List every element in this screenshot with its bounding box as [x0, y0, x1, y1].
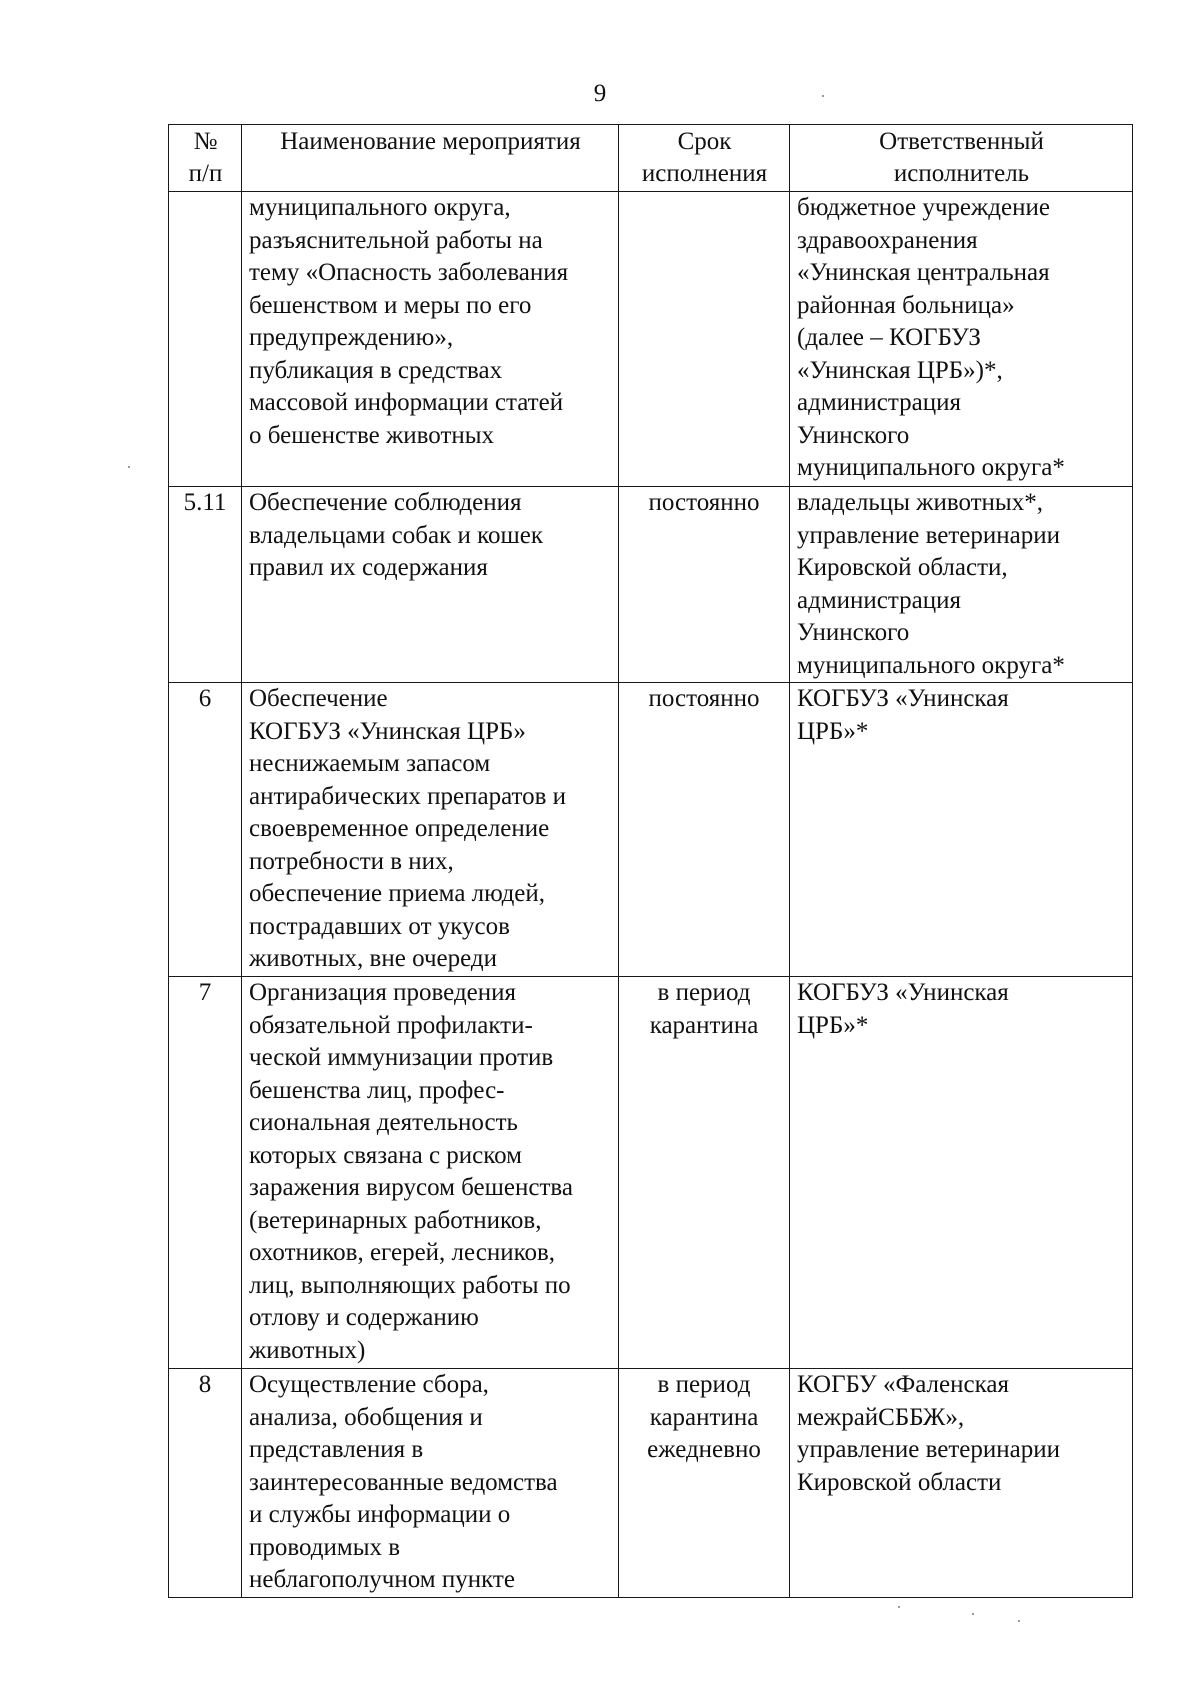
responsible-cell-line: муниципального округа*	[797, 651, 1065, 679]
responsible-cell-line: КОГБУЗ «Унинская	[797, 979, 1009, 1006]
responsible-cell-line: владельцы животных*,	[797, 489, 1043, 516]
responsible-cell	[790, 977, 1133, 1369]
term-cell-line: постоянно	[648, 489, 760, 516]
header-number-line-1: №	[193, 128, 218, 155]
table-row	[169, 192, 1133, 487]
responsible-cell	[790, 192, 1133, 487]
measure-name-cell-line: владельцами собак и кошек	[249, 521, 543, 549]
term-cell-line: в период	[657, 1371, 751, 1398]
measure-name-cell-line: Организация проведения	[249, 979, 517, 1006]
scan-speck	[822, 95, 824, 97]
responsible-cell-line: управление ветеринарии	[797, 1436, 1061, 1463]
responsible-cell	[790, 683, 1133, 977]
table-row	[169, 977, 1133, 1369]
measure-name-cell-line: пострадавших от укусов	[249, 912, 510, 940]
measure-name-cell-line: тему «Опасность заболевания	[249, 259, 569, 286]
responsible-cell-line: Унинского	[797, 619, 910, 646]
responsible-cell-line: межрайСББЖ»,	[797, 1403, 965, 1431]
header-term-line-2: исполнения	[641, 160, 768, 187]
header-number	[169, 125, 242, 192]
responsible-cell-line: КОГБУ «Фаленская	[797, 1371, 1009, 1398]
scan-speck	[128, 466, 130, 468]
responsible-cell-line: ЦРБ»*	[797, 717, 869, 745]
measure-name-cell-line: животных)	[249, 1336, 366, 1364]
measure-name-cell-line: обеспечение приема людей,	[249, 880, 546, 907]
measure-name-cell-line: своевременное определение	[249, 815, 550, 842]
row-number-cell-text: 7	[198, 979, 212, 1006]
measure-name-cell-line: неснижаемым запасом	[249, 750, 491, 777]
measure-name-cell-line: обязательной профилакти-	[249, 1011, 533, 1039]
page-number: 9	[593, 80, 607, 107]
table-row	[169, 487, 1133, 683]
header-responsible-line-1: Ответственный	[879, 128, 1044, 155]
measure-name-cell-line: лиц, выполняющих работы по	[249, 1271, 571, 1299]
measure-name-cell	[242, 487, 619, 683]
term-cell	[619, 977, 790, 1369]
responsible-cell	[790, 487, 1133, 683]
responsible-cell-line: Кировской области	[797, 1468, 1002, 1496]
term-cell-line: карантина	[649, 1403, 759, 1431]
responsible-cell-line: муниципального округа*	[797, 454, 1065, 481]
measure-name-cell-line: Обеспечение соблюдения	[249, 489, 522, 516]
term-cell-line: в период	[657, 979, 751, 1006]
table-header-row	[169, 125, 1133, 192]
term-cell-line: ежедневно	[647, 1436, 761, 1463]
term-cell	[619, 1369, 790, 1598]
measure-name-cell-line: разъяснительной работы на	[249, 226, 543, 254]
row-number-cell	[169, 192, 242, 487]
measure-name-cell-line: неблагополучном пункте	[249, 1566, 515, 1593]
row-number-cell	[169, 1369, 242, 1598]
measure-name-cell-line: и службы информации о	[249, 1501, 511, 1528]
measure-name-cell-line: (ветеринарных работников,	[249, 1206, 542, 1234]
term-cell	[619, 683, 790, 977]
scan-speck	[898, 1606, 900, 1608]
header-responsible	[790, 125, 1133, 192]
measure-name-cell	[242, 1369, 619, 1598]
responsible-cell-line: администрация	[797, 389, 961, 416]
term-cell	[619, 487, 790, 683]
measure-name-cell-line: массовой информации статей	[249, 389, 564, 416]
row-number-cell-text: 6	[198, 685, 212, 712]
responsible-cell-line: Унинского	[797, 421, 910, 449]
responsible-cell-line: Кировской области,	[797, 554, 1008, 581]
header-name-text: Наименование мероприятия	[280, 128, 581, 155]
responsible-cell-line: КОГБУЗ «Унинская	[797, 685, 1009, 712]
measure-name-cell-line: животных, вне очереди	[249, 945, 497, 972]
measure-name-cell-line: публикация в средствах	[249, 356, 503, 384]
responsible-cell-line: (далее – КОГБУЗ	[797, 324, 981, 351]
term-cell-line: постоянно	[648, 685, 760, 712]
measure-name-cell-line: сиональная деятельность	[249, 1109, 518, 1136]
measure-name-cell-line: Обеспечение	[249, 685, 388, 712]
measure-name-cell-line: о бешенстве животных	[249, 421, 495, 449]
scan-speck	[972, 1613, 974, 1615]
header-number-line-2: п/п	[188, 160, 223, 187]
measure-name-cell	[242, 192, 619, 487]
measure-name-cell-line: заражения вирусом бешенства	[249, 1174, 573, 1201]
table-row	[169, 1369, 1133, 1598]
measure-name-cell-line: муниципального округа,	[249, 194, 511, 221]
row-number-cell	[169, 487, 242, 683]
table-row	[169, 683, 1133, 977]
responsible-cell-line: ЦРБ»*	[797, 1011, 869, 1039]
measure-name-cell-line: которых связана с риском	[249, 1141, 522, 1169]
responsible-cell-line: «Унинская центральная	[797, 259, 1050, 286]
row-number-cell	[169, 977, 242, 1369]
measure-name-cell-line: антирабических препаратов и	[249, 782, 567, 810]
row-number-cell-text: 8	[198, 1371, 212, 1398]
responsible-cell-line: управление ветеринарии	[797, 521, 1061, 549]
measure-name-cell-line: бешенством и меры по его	[249, 291, 532, 319]
measure-name-cell-line: КОГБУЗ «Унинская ЦРБ»	[249, 717, 526, 745]
responsible-cell-line: «Унинская ЦРБ»)*,	[797, 356, 1003, 384]
term-cell	[619, 192, 790, 487]
measure-name-cell-line: отлову и содержанию	[249, 1304, 479, 1331]
row-number-cell	[169, 683, 242, 977]
responsible-cell-line: бюджетное учреждение	[797, 194, 1050, 221]
measure-name-cell-line: потребности в них,	[249, 847, 454, 875]
measure-name-cell-line: Осуществление сбора,	[249, 1371, 489, 1398]
measure-name-cell-line: заинтересованные ведомства	[249, 1468, 558, 1496]
measure-name-cell-line: охотников, егерей, лесников,	[249, 1239, 556, 1266]
header-responsible-line-2: исполнитель	[893, 160, 1030, 187]
measure-name-cell	[242, 977, 619, 1369]
responsible-cell-line: районная больница»	[797, 291, 1015, 319]
header-name	[242, 125, 619, 192]
measures-table	[168, 124, 1133, 1598]
measure-name-cell-line: ческой иммунизации против	[249, 1044, 554, 1071]
measure-name-cell-line: проводимых в	[249, 1533, 401, 1561]
measure-name-cell-line: бешенства лиц, профес-	[249, 1076, 505, 1104]
responsible-cell	[790, 1369, 1133, 1598]
table-body	[169, 192, 1133, 1598]
responsible-cell-line: здравоохранения	[797, 226, 978, 254]
term-cell-line: карантина	[649, 1011, 759, 1039]
responsible-cell-line: администрация	[797, 586, 961, 614]
measure-name-cell-line: правил их содержания	[249, 554, 488, 581]
measure-name-cell-line: предупреждению»,	[249, 324, 454, 351]
header-term-line-1: Срок	[677, 128, 732, 155]
header-term	[619, 125, 790, 192]
scan-speck	[1018, 1620, 1020, 1622]
measure-name-cell-line: представления в	[249, 1436, 424, 1463]
measure-name-cell	[242, 683, 619, 977]
row-number-cell-text: 5.11	[183, 489, 227, 516]
measure-name-cell-line: анализа, обобщения и	[249, 1403, 483, 1431]
